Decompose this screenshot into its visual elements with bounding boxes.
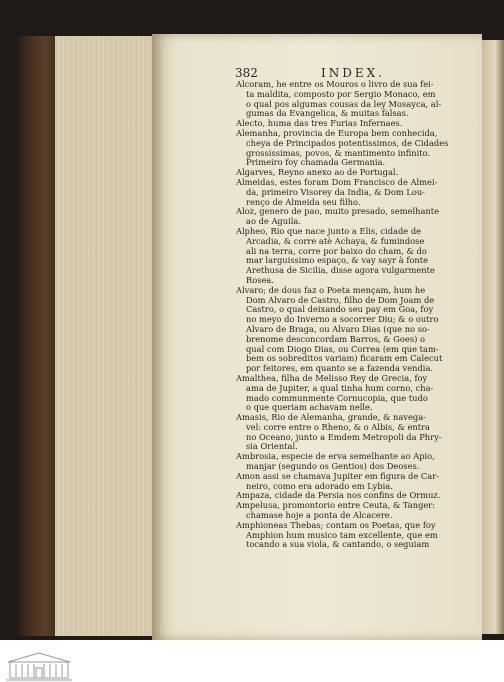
index-entry (236, 472, 472, 492)
index-entry (236, 129, 472, 168)
page-edges-right (482, 40, 504, 634)
index-entry-line: Rosea. (246, 274, 274, 285)
index-entry-line: Alcoram, he entre os Mouros o livro de sua fei- (236, 79, 434, 89)
index-entry (236, 286, 472, 374)
index-entry-line: por feitores, em quanto se a fazenda vendia. (246, 363, 434, 374)
index-entry-line: Amalthea, filha de Melisso Rey de Grecia, foy (236, 372, 428, 383)
index-entry (236, 374, 472, 413)
index-entry-line: o qual pos algumas cousas da ley Mosayca, al- (246, 98, 442, 109)
index-entry (236, 501, 472, 521)
index-entry (236, 521, 472, 550)
index-entry-line: manjar (segundo os Gentios) dos Deoses. (246, 461, 420, 472)
page-edges-left (55, 36, 155, 636)
book-spine (18, 36, 58, 636)
index-entry-line: Amphion hum musico tam excellente, que em (246, 529, 438, 540)
index-entry-line: renço de Almeida seu filho. (246, 196, 361, 207)
index-entry-line: o que queriam achavam nelle. (246, 402, 373, 413)
index-entry (236, 413, 472, 452)
index-entry (236, 207, 472, 227)
index-entry-line: cheya de Principados potentissimos, de Cidades (246, 137, 449, 148)
running-head: INDEX. (321, 66, 385, 80)
index-entry-line: Amphioneas Thebas; contam os Poetas, que foy (236, 519, 436, 530)
index-entry-line: tocando a sua viola, & cantando, o seguiam (246, 539, 430, 550)
index-entry-line: Amon assi se chamava Jupiter em figura de Car- (236, 470, 439, 481)
index-entry-line: Arethusa de Sicilia, disse agora vulgarmente (246, 265, 435, 276)
footer-bar (0, 640, 504, 682)
index-entry-line: Alvaro; de dous faz o Poeta mençam, hum he (236, 284, 426, 295)
index-entry-line: mado communmente Cornucopia, que tudo (246, 392, 428, 403)
index-entry-line: ama de Jupiter, a qual tinha hum corno, cha- (246, 382, 434, 393)
index-entry-line: Alecto, huma das tres Furias Infernaes. (236, 118, 403, 129)
index-entry-line: bem os sobreditos variam) ficaram em Calecut (246, 353, 443, 364)
index-entry-line: neiro, como era adorado em Lybia. (246, 480, 393, 491)
index-entry-line: Almeidas, estes foram Dom Francisco de Almei- (236, 176, 438, 187)
index-entry-line: Ambrosia, especie de erva semelhante ao Apio, (236, 451, 435, 462)
index-entry (236, 80, 472, 119)
index-entry-line: Algarves, Reyno anexo ao de Portugal. (236, 167, 399, 178)
index-entry-line: brenome desconcordam Barros, & Goes) o (246, 333, 425, 344)
index-entry-line: ao de Aguila. (246, 216, 301, 227)
index-entry-line: Alemanha, provincia de Europa bem conhecida, (236, 127, 438, 138)
index-entry-line: mar larguissimo espaço, & vay sayr à fonte (246, 255, 429, 266)
index-entry-line: no Oceano, junto a Emdem Metropoli da Phry- (246, 431, 442, 442)
index-entry-line: ali na terra, corre por baixo do cham, & do (246, 245, 427, 256)
index-entry-line: Castro, o qual deixando seu pay em Goa, foy (246, 304, 434, 315)
page-number: 382 (235, 66, 258, 80)
index-entry-line: Alvaro de Braga, ou Alvaro Dias (que no so- (246, 323, 430, 334)
index-entry-line: Aloz, genero de pao, muito presado, semelhante (236, 206, 440, 217)
index-entry (236, 227, 472, 286)
index-entry-line: Dom Alvaro de Castro, filho de Dom Joam de (246, 294, 435, 305)
index-entry-line: Primeiro foy chamada Germania. (246, 157, 386, 168)
library-building-logo-icon (4, 650, 74, 682)
index-entry-line: gumas da Evangelica, & muitas falsas. (246, 108, 409, 119)
index-entry-line: ta maldita, composto por Sergio Monaco, em (246, 88, 436, 99)
index-entry-line: Alpheo, Rio que nace junto a Elis, cidade de (236, 225, 422, 236)
index-entry-line: qual com Diogo Dias, ou Correa (em que tam- (246, 343, 439, 354)
index-entry-line: chamase hoje a ponta de Alcacere. (246, 510, 393, 521)
index-entry-line: da, primeiro Visorey da India, & Dom Lou- (246, 186, 425, 197)
index-entry (236, 452, 472, 472)
index-entry-line: grossissimas, povos, & mantimento infinito. (246, 147, 431, 158)
index-text-column (236, 79, 472, 550)
index-entry-line: Ampaza, cidade da Persia nos confins de Ormuz. (236, 490, 441, 501)
index-entry (236, 178, 472, 207)
index-entry-line: sia Oriental. (246, 441, 298, 452)
index-entry-line: Amasis, Rio de Alemanha, grande, & navega- (236, 412, 426, 423)
index-entry-line: no meyo do Inverno a socorrer Diu; & o outro (246, 314, 439, 325)
index-entry-line: vel: corre entre o Rheno, & o Albis, & entra (246, 421, 430, 432)
index-entry-line: Ampelusa, promontorio entre Ceuta, & Tanger: (236, 500, 436, 511)
index-entry-line: Arcadia, & corre atè Achaya, & fumindose (246, 235, 425, 246)
